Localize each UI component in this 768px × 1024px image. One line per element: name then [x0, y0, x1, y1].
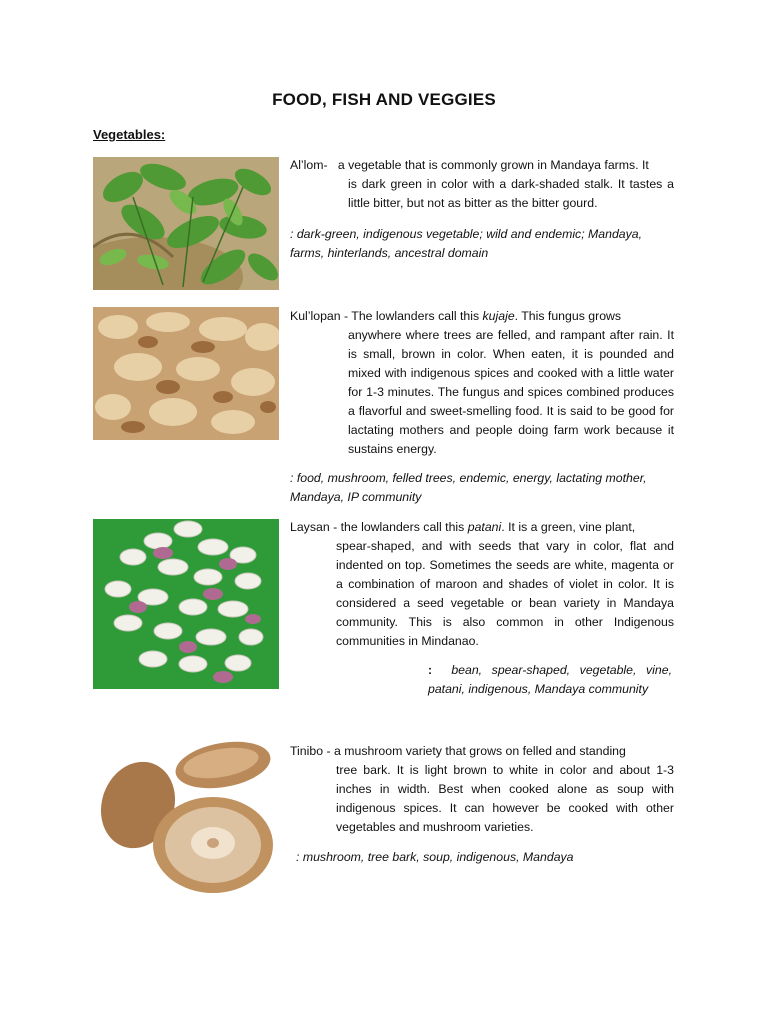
- entry-allom: [290, 156, 674, 213]
- section-heading: Vegetables:: [93, 127, 166, 142]
- entry-kullopan: [290, 307, 674, 459]
- entry-first-line: - a mushroom variety that grows on felled and standing: [326, 744, 626, 758]
- allom-image: [93, 157, 279, 290]
- entry-first-line-post: . This fungus grows: [514, 309, 622, 323]
- tinibo-image: [93, 735, 279, 900]
- entry-term: Al’lom-: [290, 158, 328, 172]
- kullopan-image: [93, 307, 279, 440]
- entry-description: is dark green in color with a dark-shaded stalk. It tastes a little bitter, but not as bitter as the bitter gourd.: [348, 177, 674, 210]
- entry-first-line-post: . It is a green, vine plant,: [501, 520, 636, 534]
- laysan-image: [93, 519, 279, 689]
- entry-tags: [428, 661, 672, 699]
- entry-term: Laysan: [290, 520, 330, 534]
- entry-local-name: patani: [467, 520, 502, 534]
- tags-text: bean, spear-shaped, vegetable, vine, patani, indigenous, Mandaya community: [428, 663, 672, 696]
- entry-tags: : dark-green, indigenous vegetable; wild and endemic; Mandaya, farms, hinterlands, ancestral domain: [290, 227, 643, 260]
- entry-first-line-pre: - the lowlanders call this: [333, 520, 468, 534]
- entry-tags: : food, mushroom, felled trees, endemic, energy, lactating mother, Mandaya, IP community: [290, 471, 647, 504]
- entry-tinibo: [290, 742, 674, 837]
- entry-first-line-pre: - The lowlanders call this: [344, 309, 483, 323]
- entry-term: Kul’lopan: [290, 309, 341, 323]
- tags-marker: :: [428, 663, 433, 677]
- entry-description: anywhere where trees are felled, and rampant after rain. It is small, brown in color. When eaten, it is pounded and mixed with indigenous spices and cooked with a little water for 1-3 minutes. The fungus and spices combined produces a flavorful and sweet-smelling food. It is said to be good for lactating mothers and people doing farm work because it sustains energy.: [348, 328, 674, 456]
- entry-local-name: kujaje: [482, 309, 515, 323]
- entry-laysan: [290, 518, 674, 651]
- entry-first-line: a vegetable that is commonly grown in Mandaya farms. It: [337, 158, 649, 172]
- entry-term: Tinibo: [290, 744, 324, 758]
- entry-tags: : mushroom, tree bark, soup, indigenous, Mandaya: [296, 850, 574, 864]
- page-title: FOOD, FISH AND VEGGIES: [272, 90, 496, 109]
- entry-description: tree bark. It is light brown to white in color and about 1-3 inches in width. Best when cooked alone as soup with indigenous spices. It can however be cooked with other vegetables and mushroom varieties.: [336, 763, 674, 834]
- entry-description: spear-shaped, and with seeds that vary in color, flat and indented on top. Sometimes the seeds are white, magenta or a combination of maroon and shades of violet in color. It is considered a seed vegetable or bean variety in Mandaya community. This is also common in other Indigenous communities in Mindanao.: [336, 539, 674, 648]
